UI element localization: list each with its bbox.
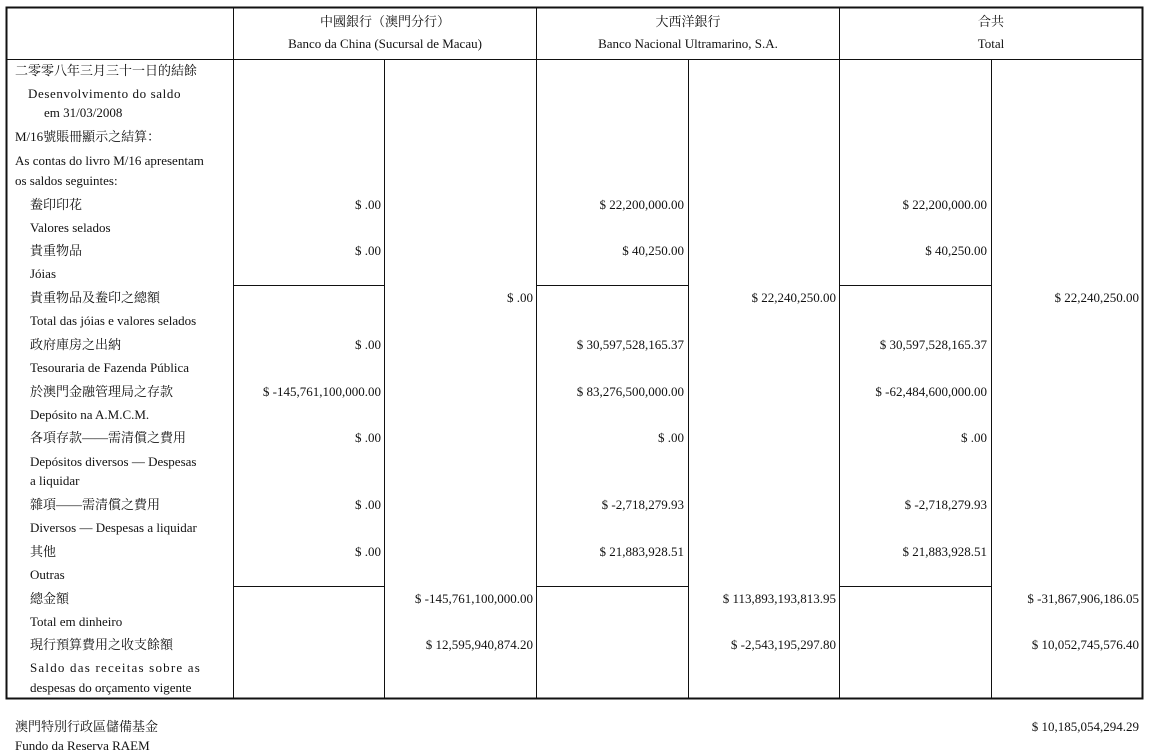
cell-bnu: $ 83,276,500,000.00 (576, 384, 684, 399)
row-label-zh: 政府庫房之出納 (30, 337, 122, 352)
row-label-zh: 總金額 (30, 591, 70, 606)
cell-total: $ .00 (961, 430, 987, 445)
cell-total: $ -62,484,600,000.00 (875, 384, 987, 399)
cell-boc: $ .00 (355, 430, 381, 445)
cell-bnu: $ 21,883,928.51 (599, 544, 684, 559)
cell-total-budget: $ 10,052,745,576.40 (1031, 637, 1139, 652)
row-label-pt-1: Saldo das receitas sobre as (30, 660, 202, 675)
header-boc-pt: Banco da China (Sucursal de Macau) (288, 36, 482, 51)
cell-bnu-total-cash: $ 113,893,193,813.95 (722, 591, 836, 606)
row-label-pt: Valores selados (30, 220, 111, 235)
cell-bnu: $ .00 (658, 430, 684, 445)
cell-boc-total-cash: $ -145,761,100,000.00 (414, 591, 533, 606)
row-label-zh: 貴重物品 (30, 243, 83, 258)
header-total-zh: 合共 (977, 14, 1004, 29)
row-label-pt: Total das jóias e valores selados (30, 313, 197, 328)
cell-bnu-subtotal: $ 22,240,250.00 (751, 290, 836, 305)
row-label-zh: 於澳門金融管理局之存款 (30, 384, 174, 399)
header-bnu-zh: 大西洋銀行 (655, 14, 721, 29)
header-boc-zh: 中國銀行（澳門分行） (319, 14, 450, 29)
row-label-zh: 現行預算費用之收支餘額 (30, 637, 174, 652)
header-total-pt: Total (977, 36, 1005, 51)
cell-total-total-cash: $ -31,867,906,186.05 (1027, 591, 1139, 606)
cell-bnu: $ -2,718,279.93 (601, 497, 684, 512)
cell-total-subtotal: $ 22,240,250.00 (1054, 290, 1139, 305)
row-label-pt-2: a liquidar (30, 473, 80, 488)
intro-title-zh: 二零零八年三月三十一日的結餘 (15, 63, 198, 78)
row-label-pt: Diversos — Despesas a liquidar (30, 520, 197, 535)
cell-boc-budget: $ 12,595,940,874.20 (425, 637, 533, 652)
header-bnu-pt: Banco Nacional Ultramarino, S.A. (598, 36, 778, 51)
cell-bnu: $ 40,250.00 (622, 243, 684, 258)
row-label-pt: Depósito na A.M.C.M. (30, 407, 150, 422)
cell-bnu: $ 30,597,528,165.37 (576, 337, 684, 352)
cell-total: $ 40,250.00 (925, 243, 987, 258)
cell-total: $ 22,200,000.00 (902, 197, 987, 212)
cell-boc: $ .00 (355, 197, 381, 212)
footer-value: $ 10,185,054,294.29 (1031, 719, 1139, 734)
cell-boc: $ .00 (355, 243, 381, 258)
row-label-pt: Jóias (30, 266, 56, 281)
intro-ledger-pt-1: As contas do livro M/16 apresentam (15, 153, 204, 168)
intro-date: em 31/03/2008 (44, 105, 123, 120)
cell-bnu-budget: $ -2,543,195,297.80 (730, 637, 836, 652)
cell-boc: $ .00 (355, 497, 381, 512)
row-label-zh: 各項存款——需清償之費用 (30, 430, 187, 445)
row-label-zh: 鲞印印花 (30, 197, 83, 212)
cell-boc: $ .00 (355, 544, 381, 559)
cell-total: $ 30,597,528,165.37 (879, 337, 987, 352)
row-label-pt: Outras (30, 567, 65, 582)
cell-boc: $ .00 (355, 337, 381, 352)
intro-ledger-pt-2: os saldos seguintes: (15, 173, 118, 188)
cell-total: $ 21,883,928.51 (902, 544, 987, 559)
row-label-pt: Total em dinheiro (30, 614, 123, 629)
intro-ledger-zh: M/16號賬冊顯示之結算： (15, 129, 161, 144)
row-label-pt-1: Depósitos diversos — Despesas (30, 454, 197, 469)
cell-total: $ -2,718,279.93 (904, 497, 987, 512)
row-label-zh: 其他 (30, 544, 57, 559)
row-label-pt-2: despesas do orçamento vigente (30, 680, 192, 695)
row-label-pt: Tesouraria de Fazenda Pública (30, 360, 189, 375)
cell-bnu: $ 22,200,000.00 (599, 197, 684, 212)
intro-title-pt: Desenvolvimento do saldo (28, 86, 182, 101)
cell-boc-subtotal: $ .00 (507, 290, 533, 305)
footer-label-zh: 澳門特別行政區儲備基金 (15, 719, 159, 734)
row-label-zh: 貴重物品及鲞印之總額 (30, 290, 161, 305)
footer-label-pt: Fundo da Reserva RAEM (15, 738, 150, 753)
cell-boc: $ -145,761,100,000.00 (262, 384, 381, 399)
row-label-zh: 雜項——需清償之費用 (30, 497, 161, 512)
